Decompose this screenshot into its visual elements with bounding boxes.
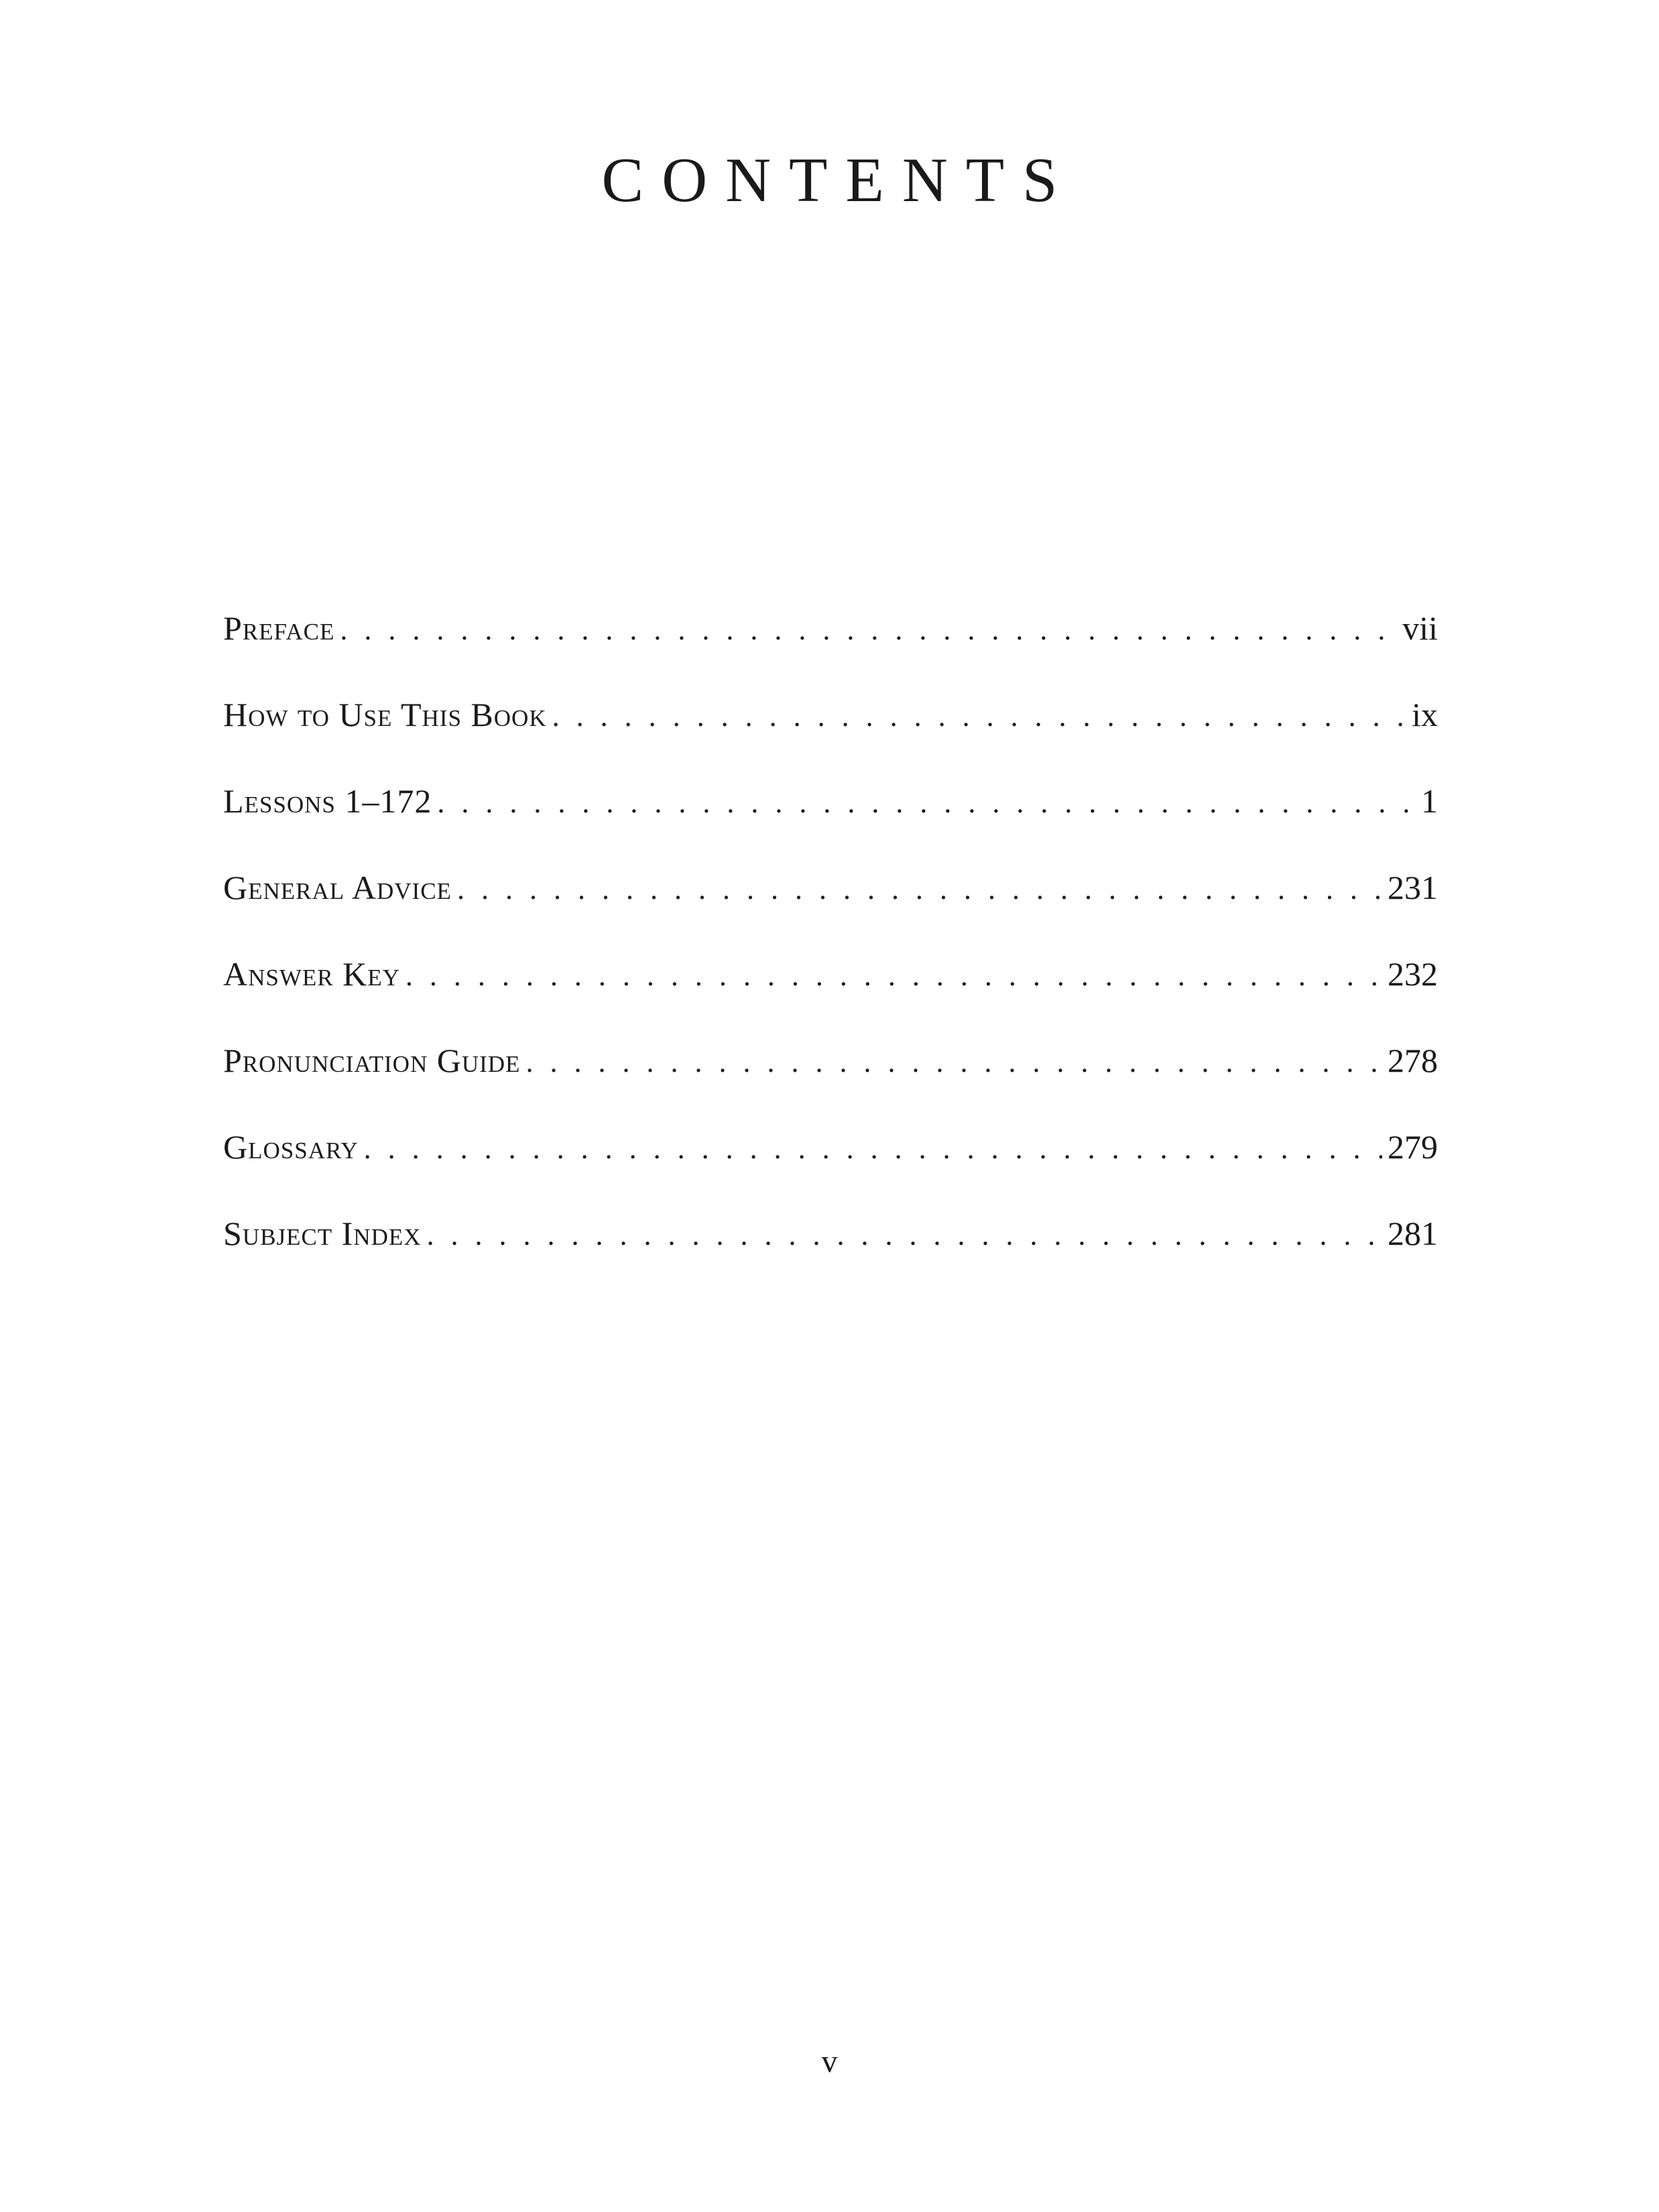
toc-entry-page: 279: [1388, 1128, 1438, 1166]
dot-leader: [437, 788, 1416, 818]
toc-entry-lessons[interactable]: [223, 784, 1438, 871]
toc-entry-label: Preface: [223, 609, 335, 647]
toc-entry-label: Subject Index: [223, 1215, 422, 1252]
toc-entry-subject-index[interactable]: [223, 1217, 1438, 1303]
toc-entry-preface[interactable]: [223, 611, 1438, 698]
toc-entry-page: 231: [1388, 869, 1438, 906]
dot-leader: [526, 1048, 1382, 1077]
dot-leader: [406, 961, 1382, 991]
toc-entry-page: 1: [1421, 782, 1438, 820]
dot-leader: [340, 615, 1397, 645]
dot-leader: [364, 1134, 1382, 1164]
table-of-contents: [223, 611, 1438, 1303]
toc-entry-page: ix: [1412, 696, 1438, 733]
toc-entry-answer-key[interactable]: [223, 957, 1438, 1044]
toc-entry-how-to-use[interactable]: [223, 698, 1438, 784]
toc-entry-label: Pronunciation Guide: [223, 1042, 521, 1079]
toc-entry-label: Glossary: [223, 1128, 359, 1166]
toc-entry-label: Lessons 1–172: [223, 782, 432, 820]
page-number: v: [821, 2044, 838, 2079]
toc-entry-pronunciation-guide[interactable]: [223, 1044, 1438, 1130]
dot-leader: [552, 702, 1406, 731]
toc-entry-page: vii: [1402, 609, 1438, 647]
toc-entry-general-advice[interactable]: [223, 871, 1438, 957]
toc-entry-glossary[interactable]: [223, 1130, 1438, 1217]
dot-leader: [427, 1221, 1382, 1250]
page-title: CONTENTS: [601, 145, 1076, 215]
toc-entry-page: 232: [1388, 955, 1438, 993]
dot-leader: [457, 875, 1382, 904]
toc-entry-page: 281: [1388, 1215, 1438, 1252]
toc-entry-label: Answer Key: [223, 955, 400, 993]
toc-entry-label: How to Use This Book: [223, 696, 547, 733]
toc-entry-label: General Advice: [223, 869, 452, 906]
toc-entry-page: 278: [1388, 1042, 1438, 1079]
